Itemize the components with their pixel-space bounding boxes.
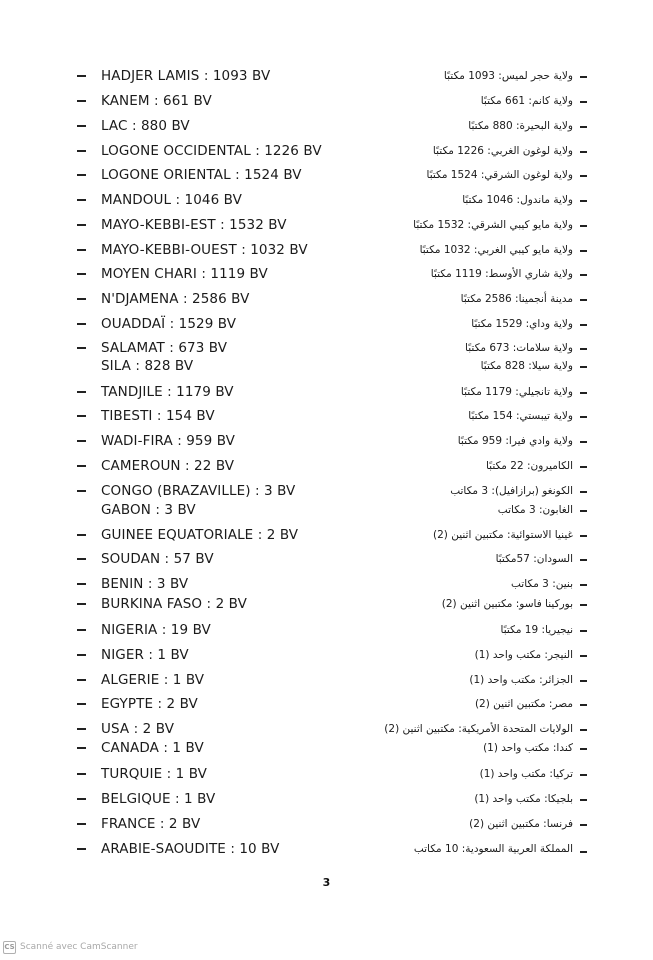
- french-entry: SILA : 828 BV: [101, 358, 194, 374]
- arabic-entry: ولاية لوغون الغربي: 1226 مكتبًا: [432, 145, 573, 157]
- french-entry: WADI-FIRA : 959 BV: [101, 433, 235, 449]
- arabic-entry: الولايات المتحدة الأمريكية: مكتبين اثنين (2): [384, 723, 573, 735]
- list-item: [0, 549, 653, 571]
- french-entry: GUINEE EQUATORIALE : 2 BV: [101, 527, 299, 543]
- bullet-dash: [77, 391, 86, 393]
- list-item: [0, 215, 653, 237]
- french-entry: LAC : 880 BV: [101, 118, 190, 134]
- french-entry: NIGERIA : 19 BV: [101, 622, 211, 638]
- bullet-dash: [580, 101, 587, 103]
- arabic-entry: نيجيريا: 19 مكتبًا: [500, 624, 573, 636]
- french-entry: EGYPTE : 2 BV: [101, 696, 198, 712]
- list-item: [0, 240, 653, 262]
- bullet-dash: [77, 728, 86, 730]
- arabic-entry: ولاية وداي: 1529 مكتبًا: [471, 318, 573, 330]
- bullet-dash: [77, 75, 86, 77]
- bullet-dash: [580, 604, 587, 606]
- bullet-dash: [77, 174, 86, 176]
- bullet-dash: [580, 824, 587, 826]
- french-entry: MAYO-KEBBI-OUEST : 1032 BV: [101, 242, 308, 258]
- french-entry: TURQUIE : 1 BV: [101, 766, 208, 782]
- bullet-dash: [77, 440, 86, 442]
- bullet-dash: [580, 250, 587, 252]
- bullet-dash: [77, 323, 86, 325]
- arabic-entry: كندا: مكتب واحد (1): [483, 742, 573, 754]
- french-entry: FRANCE : 2 BV: [101, 816, 201, 832]
- bullet-dash: [77, 490, 86, 492]
- french-entry: NIGER : 1 BV: [101, 647, 189, 663]
- bullet-dash: [580, 491, 587, 493]
- arabic-entry: تركيا: مكتب واحد (1): [479, 768, 573, 780]
- arabic-entry: فرنسا: مكتبين اثنين (2): [469, 818, 573, 830]
- bullet-dash: [77, 823, 86, 825]
- list-item: [0, 574, 653, 596]
- french-entry: ARABIE-SAOUDITE : 10 BV: [101, 841, 280, 857]
- french-entry: CONGO (BRAZAVILLE) : 3 BV: [101, 483, 296, 499]
- bullet-dash: [77, 773, 86, 775]
- arabic-entry: السودان: 57مكتبًا: [495, 553, 573, 565]
- scanner-footer-text: Scanné avec CamScanner: [20, 942, 138, 952]
- list-item: [0, 500, 653, 522]
- french-entry: BENIN : 3 BV: [101, 576, 189, 592]
- french-entry: SOUDAN : 57 BV: [101, 551, 214, 567]
- arabic-entry: ولاية البحيرة: 880 مكتبًا: [468, 120, 573, 132]
- bullet-dash: [580, 704, 587, 706]
- bullet-dash: [77, 415, 86, 417]
- list-item: [0, 314, 653, 336]
- french-entry: OUADDAÏ : 1529 BV: [101, 316, 237, 332]
- bullet-dash: [77, 629, 86, 631]
- french-entry: BELGIQUE : 1 BV: [101, 791, 216, 807]
- list-item: [0, 594, 653, 616]
- list-item: [0, 91, 653, 113]
- bullet-dash: [77, 150, 86, 152]
- bullet-dash: [580, 299, 587, 301]
- bullet-dash: [580, 799, 587, 801]
- french-entry: KANEM : 661 BV: [101, 93, 212, 109]
- bullet-dash: [77, 654, 86, 656]
- arabic-entry: ولاية مايو كيبي الشرقي: 1532 مكتبًا: [413, 219, 573, 231]
- arabic-entry: الجزائر: مكتب واحد (1): [469, 674, 573, 686]
- bullet-dash: [77, 125, 86, 127]
- list-item: [0, 165, 653, 187]
- bullet-dash: [77, 224, 86, 226]
- bullet-dash: [77, 298, 86, 300]
- french-entry: MAYO-KEBBI-EST : 1532 BV: [101, 217, 287, 233]
- list-item: [0, 382, 653, 404]
- arabic-entry: بوركينا فاسو: مكتبين اثنين (2): [441, 598, 573, 610]
- arabic-entry: ولاية سلامات: 673 مكتبًا: [465, 342, 573, 354]
- list-item: [0, 356, 653, 378]
- arabic-entry: ولاية شاري الأوسط: 1119 مكتبًا: [430, 268, 573, 280]
- arabic-entry: مدينة أنجمينا: 2586 مكتبًا: [460, 293, 573, 305]
- bullet-dash: [580, 655, 587, 657]
- list-item: [0, 431, 653, 453]
- french-entry: LOGONE OCCIDENTAL : 1226 BV: [101, 143, 322, 159]
- french-entry: SALAMAT : 673 BV: [101, 340, 228, 356]
- bullet-dash: [580, 200, 587, 202]
- arabic-entry: ولاية ماندول: 1046 مكتبًا: [462, 194, 573, 206]
- bullet-dash: [77, 100, 86, 102]
- list-item: [0, 814, 653, 836]
- bullet-dash: [580, 175, 587, 177]
- arabic-entry: مصر: مكتبين اثنين (2): [474, 698, 573, 710]
- camscanner-logo-icon: CS: [3, 941, 16, 954]
- list-item: [0, 645, 653, 667]
- bullet-dash: [580, 630, 587, 632]
- arabic-entry: ولاية مايو كيبي الغربي: 1032 مكتبًا: [419, 244, 573, 256]
- list-item: [0, 66, 653, 88]
- french-entry: LOGONE ORIENTAL : 1524 BV: [101, 167, 302, 183]
- bullet-dash: [580, 510, 587, 512]
- bullet-dash: [580, 774, 587, 776]
- arabic-entry: بنين: 3 مكاتب: [510, 578, 573, 590]
- list-item: [0, 620, 653, 642]
- bullet-dash: [77, 347, 86, 349]
- bullet-dash: [580, 366, 587, 368]
- french-entry: N'DJAMENA : 2586 BV: [101, 291, 250, 307]
- bullet-dash: [77, 465, 86, 467]
- list-item: [0, 141, 653, 163]
- bullet-dash: [77, 249, 86, 251]
- arabic-entry: ولاية لوغون الشرقي: 1524 مكتبًا: [426, 169, 573, 181]
- arabic-entry: ولاية حجر لميس: 1093 مكتبًا: [443, 70, 573, 82]
- bullet-dash: [77, 534, 86, 536]
- bullet-dash: [77, 199, 86, 201]
- bullet-dash: [580, 584, 587, 586]
- arabic-entry: ولاية سيلا: 828 مكتبًا: [480, 360, 573, 372]
- french-entry: TANDJILE : 1179 BV: [101, 384, 234, 400]
- bullet-dash: [580, 392, 587, 394]
- list-item: [0, 456, 653, 478]
- french-entry: MANDOUL : 1046 BV: [101, 192, 242, 208]
- bullet-dash: [580, 680, 587, 682]
- french-entry: CAMEROUN : 22 BV: [101, 458, 235, 474]
- bullet-dash: [580, 76, 587, 78]
- list-item: [0, 289, 653, 311]
- bullet-dash: [77, 558, 86, 560]
- bullet-dash: [580, 851, 587, 853]
- page-number: 3: [322, 876, 331, 889]
- list-item: [0, 670, 653, 692]
- arabic-entry: الكاميرون: 22 مكتبًا: [485, 460, 573, 472]
- list-item: [0, 738, 653, 760]
- list-item: [0, 190, 653, 212]
- bullet-dash: [77, 273, 86, 275]
- bullet-dash: [580, 748, 587, 750]
- french-entry: GABON : 3 BV: [101, 502, 196, 518]
- bullet-dash: [580, 559, 587, 561]
- arabic-entry: الكونغو (برازافيل): 3 مكاتب: [450, 485, 573, 497]
- bullet-dash: [580, 441, 587, 443]
- list-item: [0, 694, 653, 716]
- french-entry: CANADA : 1 BV: [101, 740, 204, 756]
- list-item: [0, 789, 653, 811]
- arabic-entry: الغابون: 3 مكاتب: [497, 504, 573, 516]
- list-item: [0, 525, 653, 547]
- arabic-entry: المملكة العربية السعودية: 10 مكاتب: [413, 843, 573, 855]
- bullet-dash: [580, 729, 587, 731]
- bullet-dash: [580, 274, 587, 276]
- bullet-dash: [580, 151, 587, 153]
- list-item: [0, 264, 653, 286]
- french-entry: HADJER LAMIS : 1093 BV: [101, 68, 271, 84]
- french-entry: TIBESTI : 154 BV: [101, 408, 215, 424]
- arabic-entry: غينيا الاستوائية: مكتبين اثنين (2): [432, 529, 573, 541]
- list-item: [0, 406, 653, 428]
- bullet-dash: [77, 747, 86, 749]
- arabic-entry: ولاية وادي فيرا: 959 مكتبًا: [457, 435, 573, 447]
- bullet-dash: [77, 583, 86, 585]
- arabic-entry: ولاية كانم: 661 مكتبًا: [480, 95, 573, 107]
- list-item: [0, 839, 653, 861]
- french-entry: USA : 2 BV: [101, 721, 175, 737]
- arabic-entry: ولاية تانجيلي: 1179 مكتبًا: [460, 386, 573, 398]
- bullet-dash: [580, 126, 587, 128]
- arabic-entry: ولاية تيبستي: 154 مكتبًا: [468, 410, 573, 422]
- list-item: [0, 116, 653, 138]
- bullet-dash: [77, 679, 86, 681]
- french-entry: BURKINA FASO : 2 BV: [101, 596, 247, 612]
- arabic-entry: بلجيكا: مكتب واحد (1): [474, 793, 573, 805]
- bullet-dash: [580, 225, 587, 227]
- arabic-entry: النيجر: مكتب واحد (1): [474, 649, 573, 661]
- french-entry: MOYEN CHARI : 1119 BV: [101, 266, 268, 282]
- scanner-footer: [3, 939, 138, 955]
- bullet-dash: [580, 535, 587, 537]
- bullet-dash: [580, 324, 587, 326]
- bullet-dash: [77, 703, 86, 705]
- french-entry: ALGERIE : 1 BV: [101, 672, 205, 688]
- bullet-dash: [580, 416, 587, 418]
- bullet-dash: [77, 798, 86, 800]
- list-item: [0, 764, 653, 786]
- bullet-dash: [77, 603, 86, 605]
- bullet-dash: [77, 848, 86, 850]
- bullet-dash: [580, 466, 587, 468]
- bullet-dash: [580, 348, 587, 350]
